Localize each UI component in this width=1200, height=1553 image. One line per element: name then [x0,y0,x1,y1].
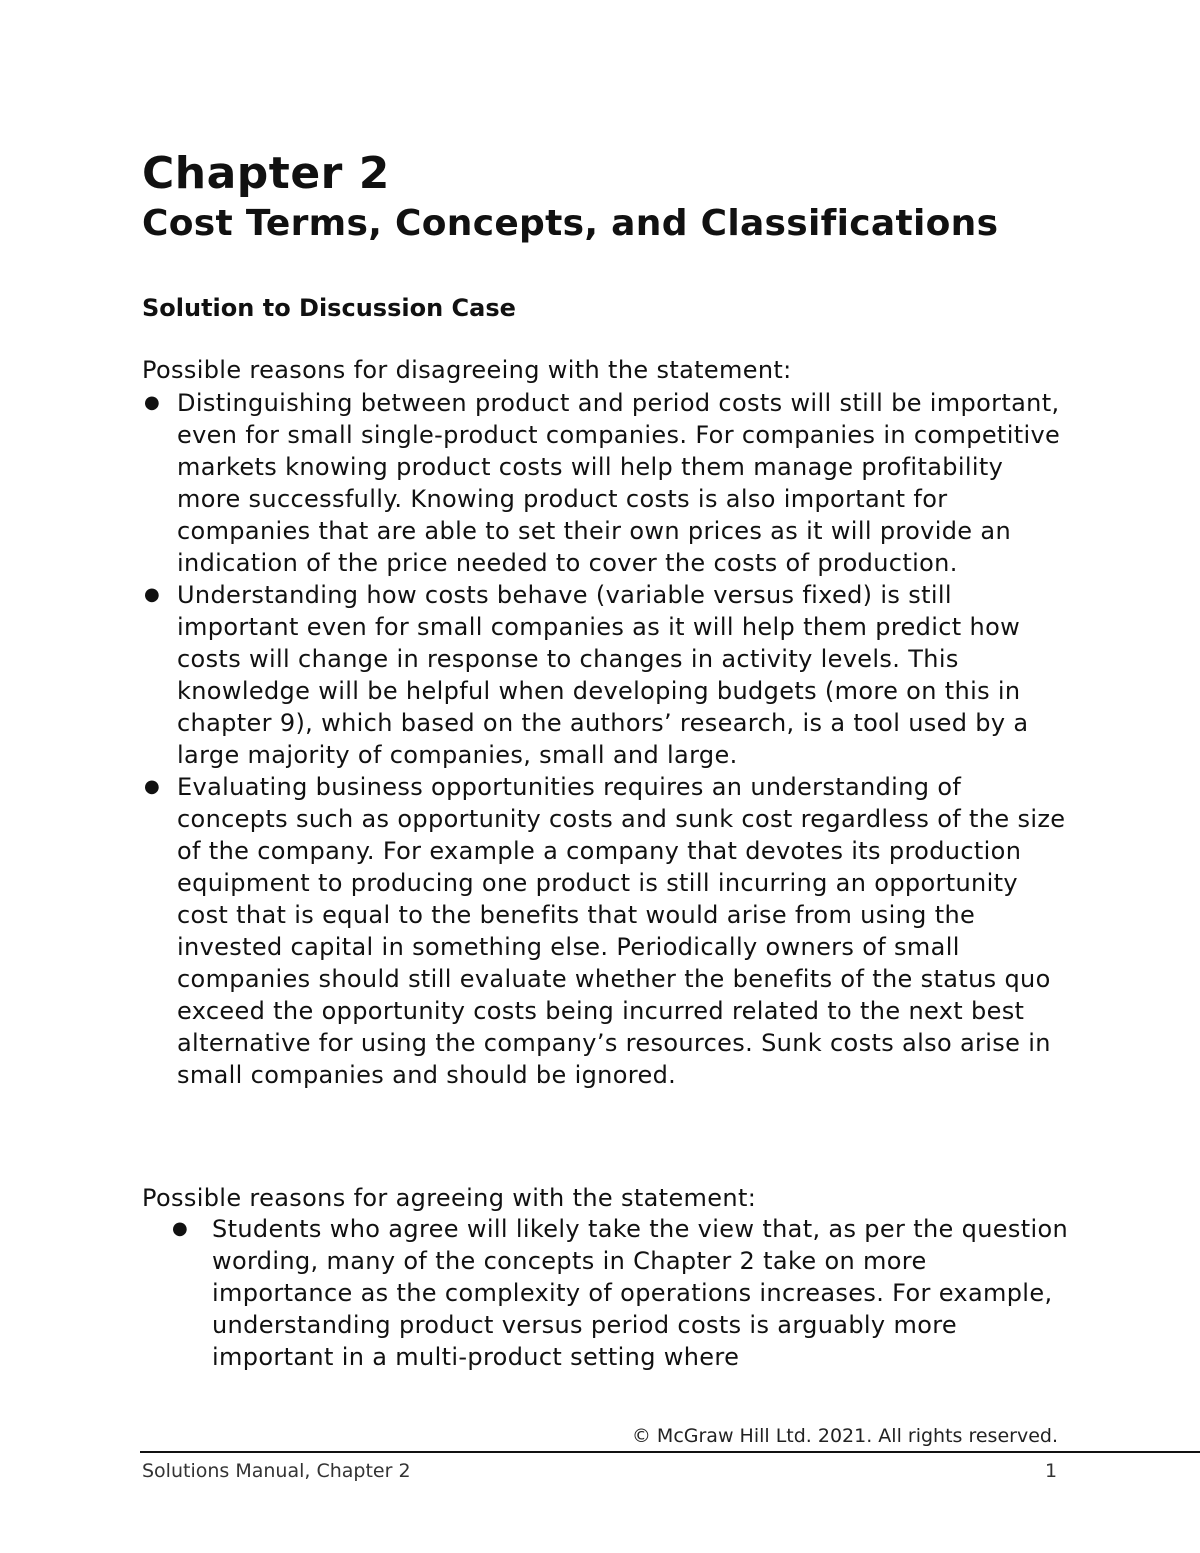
list-item [142,579,1072,771]
footer-manual-label: Solutions Manual, Chapter 2 [142,1460,411,1482]
copyright-notice: © McGraw Hill Ltd. 2021. All rights reserved. [631,1425,1058,1447]
bullet-icon: ● [171,1218,189,1239]
list-item [142,387,1072,579]
chapter-subtitle: Cost Terms, Concepts, and Classifications [142,203,999,244]
agree-bullet-list [170,1213,1070,1373]
list-item-text: Distinguishing between product and period costs will still be important, even for small single-product companies. For companies in competitive markets knowing product costs will help them manage profitability more successfully. Knowing product costs is also important for companies that are able to set their own prices as it will provide an indication of the price needed to cover the costs of production. [177,389,1061,577]
chapter-title: Chapter 2 [142,148,390,199]
disagree-intro: Possible reasons for disagreeing with the statement: [142,356,792,384]
page-number: 1 [1045,1460,1058,1482]
bullet-icon: ● [143,584,161,605]
list-item-text: Understanding how costs behave (variable versus fixed) is still important even for small companies as it will help them predict how costs will change in response to changes in activity levels. This knowledge will be helpful when developing budgets (more on this in chapter 9), which based on the authors’ research, is a tool used by a large majority of companies, small and large. [177,581,1029,769]
agree-intro: Possible reasons for agreeing with the statement: [142,1184,757,1212]
bullet-icon: ● [143,392,161,413]
footer-divider [140,1451,1200,1453]
list-item-text: Evaluating business opportunities requires an understanding of concepts such as opportunity costs and sunk cost regardless of the size of the company. For example a company that devotes its production equipment to producing one product is still incurring an opportunity cost that is equal to the benefits that would arise from using the invested capital in something else. Periodically owners of small companies should still evaluate whether the benefits of the status quo exceed the opportunity costs being incurred related to the next best alternative for using the company’s resources. Sunk costs also arise in small companies and should be ignored. [177,773,1066,1089]
list-item [142,771,1072,1091]
list-item [170,1213,1070,1373]
bullet-icon: ● [143,776,161,797]
disagree-bullet-list [142,387,1072,1091]
section-heading: Solution to Discussion Case [142,294,516,322]
list-item-text: Students who agree will likely take the view that, as per the question wording, many of the concepts in Chapter 2 take on more importance as the complexity of operations increases. For example, understanding product versus period costs is arguably more important in a multi-product setting where [212,1215,1069,1371]
